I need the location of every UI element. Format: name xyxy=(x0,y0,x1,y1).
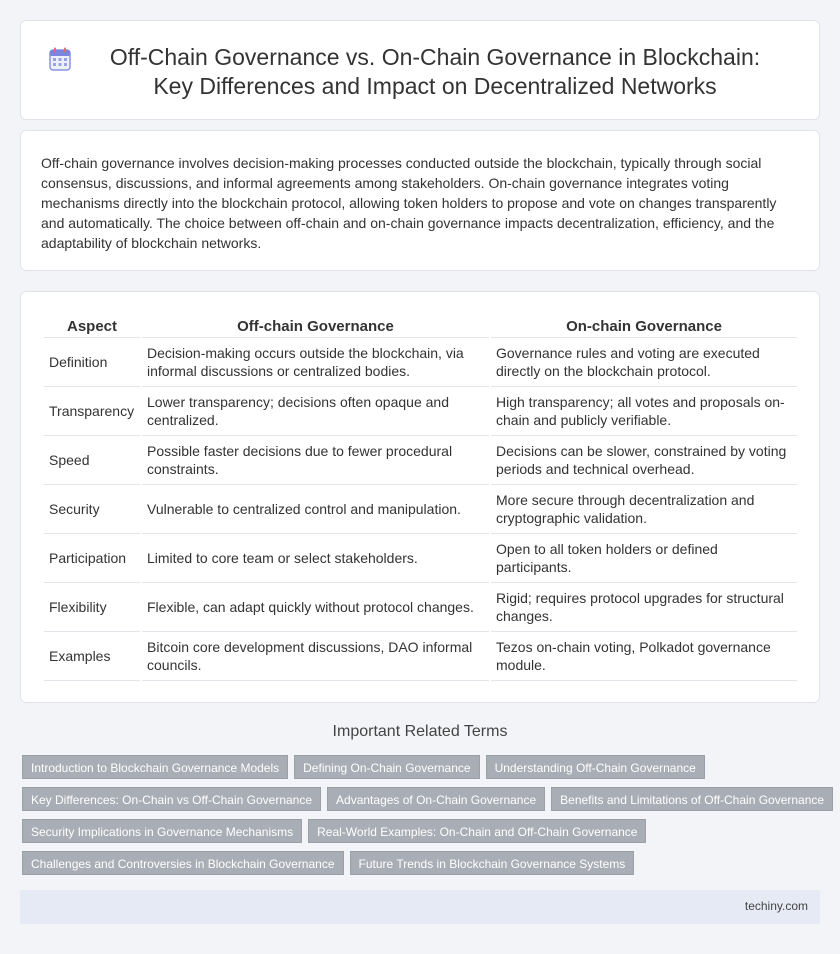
cell-off-chain: Possible faster decisions due to fewer procedural constraints. xyxy=(142,436,489,485)
cell-on-chain: Decisions can be slower, constrained by voting periods and technical overhead. xyxy=(491,436,797,485)
related-term-tag[interactable]: Challenges and Controversies in Blockchain Governance xyxy=(22,851,344,875)
cell-off-chain: Bitcoin core development discussions, DAO informal councils. xyxy=(142,632,489,681)
footer xyxy=(20,890,820,924)
related-term-tag[interactable]: Advantages of On-Chain Governance xyxy=(327,787,545,811)
footer-site-link[interactable]: techiny.com xyxy=(744,899,808,913)
cell-on-chain: Open to all token holders or defined participants. xyxy=(491,534,797,583)
cell-off-chain: Lower transparency; decisions often opaque and centralized. xyxy=(142,387,489,436)
cell-aspect: Definition xyxy=(44,338,140,387)
related-term-tag[interactable]: Security Implications in Governance Mechanisms xyxy=(22,819,302,843)
page-title: Off-Chain Governance vs. On-Chain Governance in Blockchain: Key Differences and Impact on Decentralized Networks xyxy=(109,44,761,99)
calendar-icon xyxy=(49,47,71,71)
cell-on-chain: Tezos on-chain voting, Polkadot governance module. xyxy=(491,632,797,681)
header-off-chain: Off-chain Governance xyxy=(142,314,489,338)
header-card xyxy=(20,20,820,120)
cell-aspect: Examples xyxy=(44,632,140,681)
intro-paragraph: Off-chain governance involves decision-making processes conducted outside the blockchain, typically through social consensus, discussions, and informal agreements among stakeholders. On-chain governance integrates voting mechanisms directly into the blockchain protocol, allowing token holders to propose and vote on changes transparently and automatically. The choice between off-chain and on-chain governance impacts decentralization, efficiency, and the adaptability of blockchain networks. xyxy=(41,155,777,251)
related-term-tag[interactable]: Future Trends in Blockchain Governance Systems xyxy=(350,851,635,875)
intro-card xyxy=(20,130,820,271)
table-header-row xyxy=(44,314,797,338)
related-term-tag[interactable]: Benefits and Limitations of Off-Chain Governance xyxy=(551,787,833,811)
related-term-tag[interactable]: Introduction to Blockchain Governance Models xyxy=(22,755,288,779)
table-row xyxy=(44,436,797,485)
table-row xyxy=(44,583,797,632)
cell-on-chain: High transparency; all votes and proposals on-chain and publicly verifiable. xyxy=(491,387,797,436)
cell-off-chain: Flexible, can adapt quickly without protocol changes. xyxy=(142,583,489,632)
related-terms-title: Important Related Terms xyxy=(332,723,508,740)
related-term-tag[interactable]: Real-World Examples: On-Chain and Off-Chain Governance xyxy=(308,819,646,843)
cell-off-chain: Vulnerable to centralized control and manipulation. xyxy=(142,485,489,534)
header-aspect: Aspect xyxy=(44,314,140,338)
comparison-card xyxy=(20,291,820,703)
table-row xyxy=(44,485,797,534)
cell-on-chain: More secure through decentralization and cryptographic validation. xyxy=(491,485,797,534)
comparison-table xyxy=(42,314,799,681)
table-row xyxy=(44,338,797,387)
cell-on-chain: Governance rules and voting are executed directly on the blockchain protocol. xyxy=(491,338,797,387)
related-term-tag[interactable]: Understanding Off-Chain Governance xyxy=(486,755,705,779)
cell-off-chain: Limited to core team or select stakeholders. xyxy=(142,534,489,583)
cell-aspect: Security xyxy=(44,485,140,534)
related-terms-list xyxy=(22,755,825,883)
header-on-chain: On-chain Governance xyxy=(491,314,797,338)
cell-aspect: Speed xyxy=(44,436,140,485)
cell-aspect: Flexibility xyxy=(44,583,140,632)
cell-on-chain: Rigid; requires protocol upgrades for structural changes. xyxy=(491,583,797,632)
table-row xyxy=(44,632,797,681)
cell-aspect: Transparency xyxy=(44,387,140,436)
cell-off-chain: Decision-making occurs outside the blockchain, via informal discussions or centralized bodies. xyxy=(142,338,489,387)
table-row xyxy=(44,534,797,583)
table-row xyxy=(44,387,797,436)
cell-aspect: Participation xyxy=(44,534,140,583)
related-term-tag[interactable]: Key Differences: On-Chain vs Off-Chain Governance xyxy=(22,787,321,811)
related-term-tag[interactable]: Defining On-Chain Governance xyxy=(294,755,479,779)
